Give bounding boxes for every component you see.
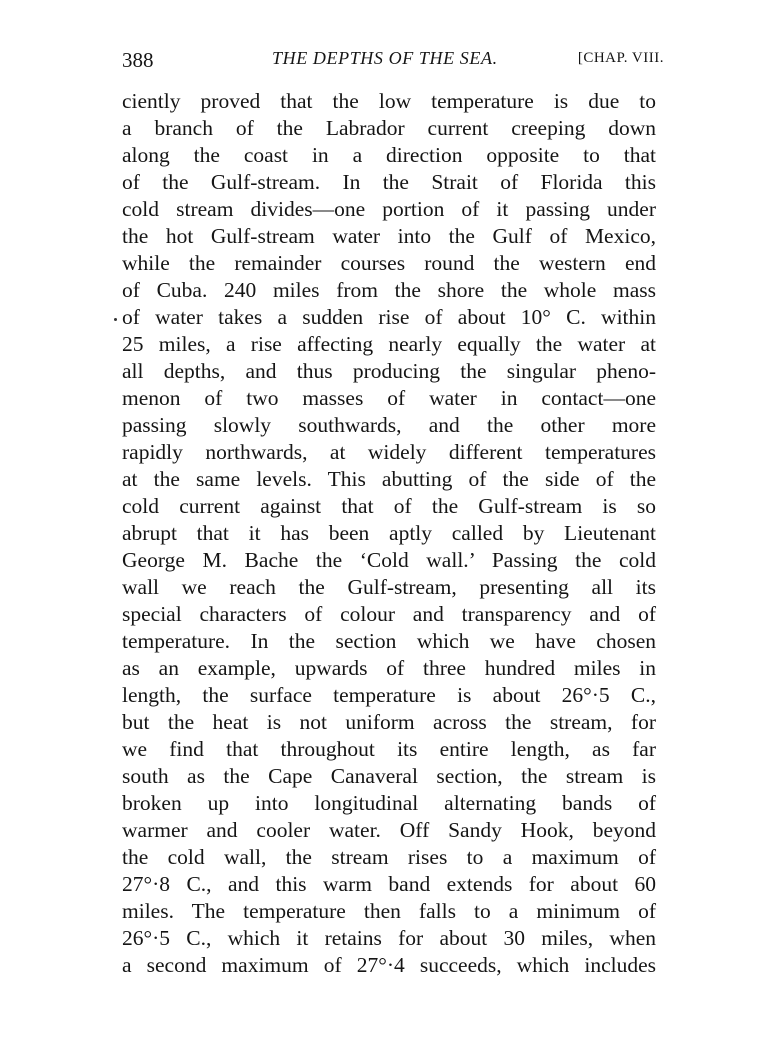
text-line: ciently proved that the low temperature is due to	[122, 89, 656, 113]
text-line: at the same levels. This abutting of the side of the	[122, 467, 656, 491]
page-number: 388	[122, 48, 154, 72]
running-title: THE DEPTHS OF THE SEA.	[272, 48, 498, 68]
text-line: all depths, and thus producing the singular pheno-	[122, 359, 656, 383]
text-line: wall we reach the Gulf-stream, presenting all its	[122, 575, 656, 599]
text-line: 25 miles, a rise affecting nearly equally the water at	[122, 332, 656, 356]
text-line: along the coast in a direction opposite to that	[122, 143, 656, 167]
text-line: special characters of colour and transparency and of	[122, 602, 656, 626]
text-line: miles. The temperature then falls to a minimum of	[122, 899, 656, 923]
text-line: of water takes a sudden rise of about 10° C. within	[122, 305, 656, 329]
text-line: rapidly northwards, at widely different temperatures	[122, 440, 656, 464]
text-line: of Cuba. 240 miles from the shore the whole mass	[122, 278, 656, 302]
chapter-reference: [CHAP. VIII.	[577, 50, 664, 66]
text-line: south as the Cape Canaveral section, the stream is	[122, 764, 656, 788]
text-line: temperature. In the section which we have chosen	[122, 629, 656, 653]
text-line: length, the surface temperature is about 26°·5 C.,	[122, 683, 656, 707]
text-line: cold stream divides—one portion of it passing under	[122, 197, 656, 221]
text-line: George M. Bache the ‘Cold wall.’ Passing the cold	[122, 548, 656, 572]
ink-speck	[114, 318, 117, 321]
text-line: warmer and cooler water. Off Sandy Hook, beyond	[122, 818, 656, 842]
text-line: while the remainder courses round the western end	[122, 251, 656, 275]
text-line: a branch of the Labrador current creeping down	[122, 116, 656, 140]
text-line: but the heat is not uniform across the stream, for	[122, 710, 656, 734]
text-line: abrupt that it has been aptly called by Lieutenant	[122, 521, 656, 545]
text-line: the cold wall, the stream rises to a maximum of	[122, 845, 656, 869]
text-line: passing slowly southwards, and the other more	[122, 413, 656, 437]
text-line: of the Gulf-stream. In the Strait of Florida this	[122, 170, 656, 194]
text-line: menon of two masses of water in contact—one	[122, 386, 656, 410]
text-line: we find that throughout its entire length, as far	[122, 737, 656, 761]
body-paragraph	[122, 88, 656, 979]
text-line: 27°·8 C., and this warm band extends for about 60	[122, 872, 656, 896]
text-line: broken up into longitudinal alternating bands of	[122, 791, 656, 815]
text-line: as an example, upwards of three hundred miles in	[122, 656, 656, 680]
text-line: cold current against that of the Gulf-stream is so	[122, 494, 656, 518]
text-line: 26°·5 C., which it retains for about 30 miles, when	[122, 926, 656, 950]
text-line: a second maximum of 27°·4 succeeds, which includes	[122, 953, 656, 977]
page-header	[122, 48, 664, 76]
text-line: the hot Gulf-stream water into the Gulf of Mexico,	[122, 224, 656, 248]
